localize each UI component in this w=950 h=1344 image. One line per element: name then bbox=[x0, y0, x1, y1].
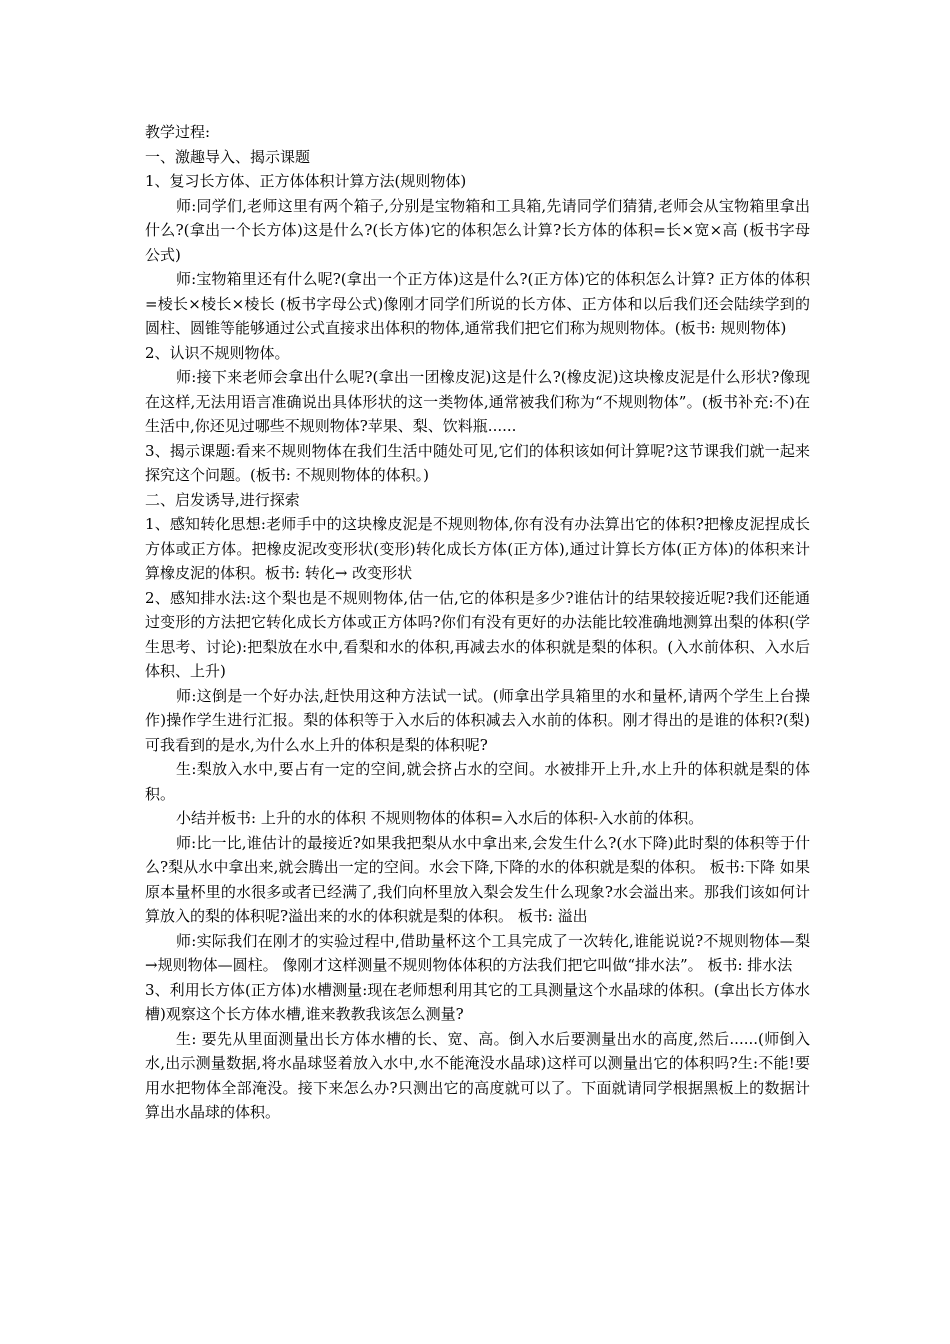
paragraph: 1、感知转化思想:老师手中的这块橡皮泥是不规则物体,你有没有办法算出它的体积?把橡皮泥捏成长方体或正方体。把橡皮泥改变形状(变形)转化成长方体(正方体),通过计算长方体(正方体)的体积来计算橡皮泥的体积。板书: 转化→ 改变形状 bbox=[145, 515, 810, 582]
paragraph: 师:接下来老师会拿出什么呢?(拿出一团橡皮泥)这是什么?(橡皮泥)这块橡皮泥是什么形状?像现在这样,无法用语言准确说出具体形状的这一类物体,通常被我们称为“不规则物体”。(板书补充:不)在生活中,你还见过哪些不规则物体?苹果、梨、饮料瓶...... bbox=[145, 368, 810, 435]
paragraph: 师:比一比,谁估计的最接近?如果我把梨从水中拿出来,会发生什么?(水下降)此时梨的体积等于什么?梨从水中拿出来,就会腾出一定的空间。水会下降,下降的水的体积就是梨的体积。 板书:下降 如果原本量杯里的水很多或者已经满了,我们向杯里放入梨会发生什么现象?水会溢出来。那我们该如何计算放入的梨的体积呢?溢出来的水的体积就是梨的体积。 板书: 溢出 bbox=[145, 833, 810, 925]
paragraph: 师:同学们,老师这里有两个箱子,分别是宝物箱和工具箱,先请同学们猜猜,老师会从宝物箱里拿出什么?(拿出一个长方体)这是什么?(长方体)它的体积怎么计算?长方体的体积=长×宽×高 (板书字母公式) bbox=[145, 196, 810, 264]
paragraph: 师:实际我们在刚才的实验过程中,借助量杯这个工具完成了一次转化,谁能说说?不规则物体—梨→规则物体—圆柱。 像刚才这样测量不规则物体体积的方法我们把它叫做“排水法”。 板书: 排水法 bbox=[145, 931, 810, 974]
paragraph: 一、激趣导入、揭示课题 bbox=[145, 147, 311, 166]
paragraph: 2、感知排水法:这个梨也是不规则物体,估一估,它的体积是多少?谁估计的结果较接近呢?我们还能通过变形的方法把它转化成长方体或正方体吗?你们有没有更好的办法能比较准确地测算出梨的体积(学生思考、讨论):把梨放在水中,看梨和水的体积,再减去水的体积就是梨的体积。(入水前体积、入水后体积、上升) bbox=[145, 588, 810, 680]
paragraph: 师:这倒是一个好办法,赶快用这种方法试一试。(师拿出学具箱里的水和量杯,请两个学生上台操作)操作学生进行汇报。梨的体积等于入水后的体积减去入水前的体积。刚才得出的是谁的体积?(梨)可我看到的是水,为什么水上升的体积是梨的体积呢? bbox=[145, 686, 810, 754]
paragraph: 师:宝物箱里还有什么呢?(拿出一个正方体)这是什么?(正方体)它的体积怎么计算? 正方体的体积=棱长×棱长×棱长 (板书字母公式)像刚才同学们所说的长方体、正方体和以后我们还会陆续学到的圆柱、圆锥等能够通过公式直接求出体积的物体,通常我们把它们称为规则物体。(板书: 规则物体) bbox=[145, 270, 810, 337]
paragraph: 3、利用长方体(正方体)水槽测量:现在老师想利用其它的工具测量这个水晶球的体积。(拿出长方体水槽)观察这个长方体水槽,谁来教教我该怎么测量? bbox=[145, 980, 810, 1023]
paragraph: 1、复习长方体、正方体体积计算方法(规则物体) bbox=[145, 172, 467, 190]
paragraph: 小结并板书: 上升的水的体积 不规则物体的体积=入水后的体积-入水前的体积。 bbox=[176, 809, 704, 827]
paragraph: 3、揭示课题:看来不规则物体在我们生活中随处可见,它们的体积该如何计算呢?这节课我们就一起来探究这个问题。(板书: 不规则物体的体积。) bbox=[145, 441, 810, 484]
document-body bbox=[145, 120, 810, 1125]
paragraph: 教学过程: bbox=[145, 123, 211, 141]
paragraph: 生: 要先从里面测量出长方体水槽的长、宽、高。倒入水后要测量出水的高度,然后......(师倒入水,出示测量数据,将水晶球竖着放入水中,水不能淹没水晶球)这样可以测量出它的体积吗?生:不能!要用水把物体全部淹没。接下来怎么办?只测出它的高度就可以了。下面就请同学根据黑板上的数据计算出水晶球的体积。 bbox=[145, 1029, 810, 1121]
paragraph: 二、启发诱导,进行探索 bbox=[145, 490, 300, 509]
paragraph: 生:梨放入水中,要占有一定的空间,就会挤占水的空间。水被排开上升,水上升的体积就是梨的体积。 bbox=[145, 760, 810, 803]
paragraph: 2、认识不规则物体。 bbox=[145, 343, 290, 362]
